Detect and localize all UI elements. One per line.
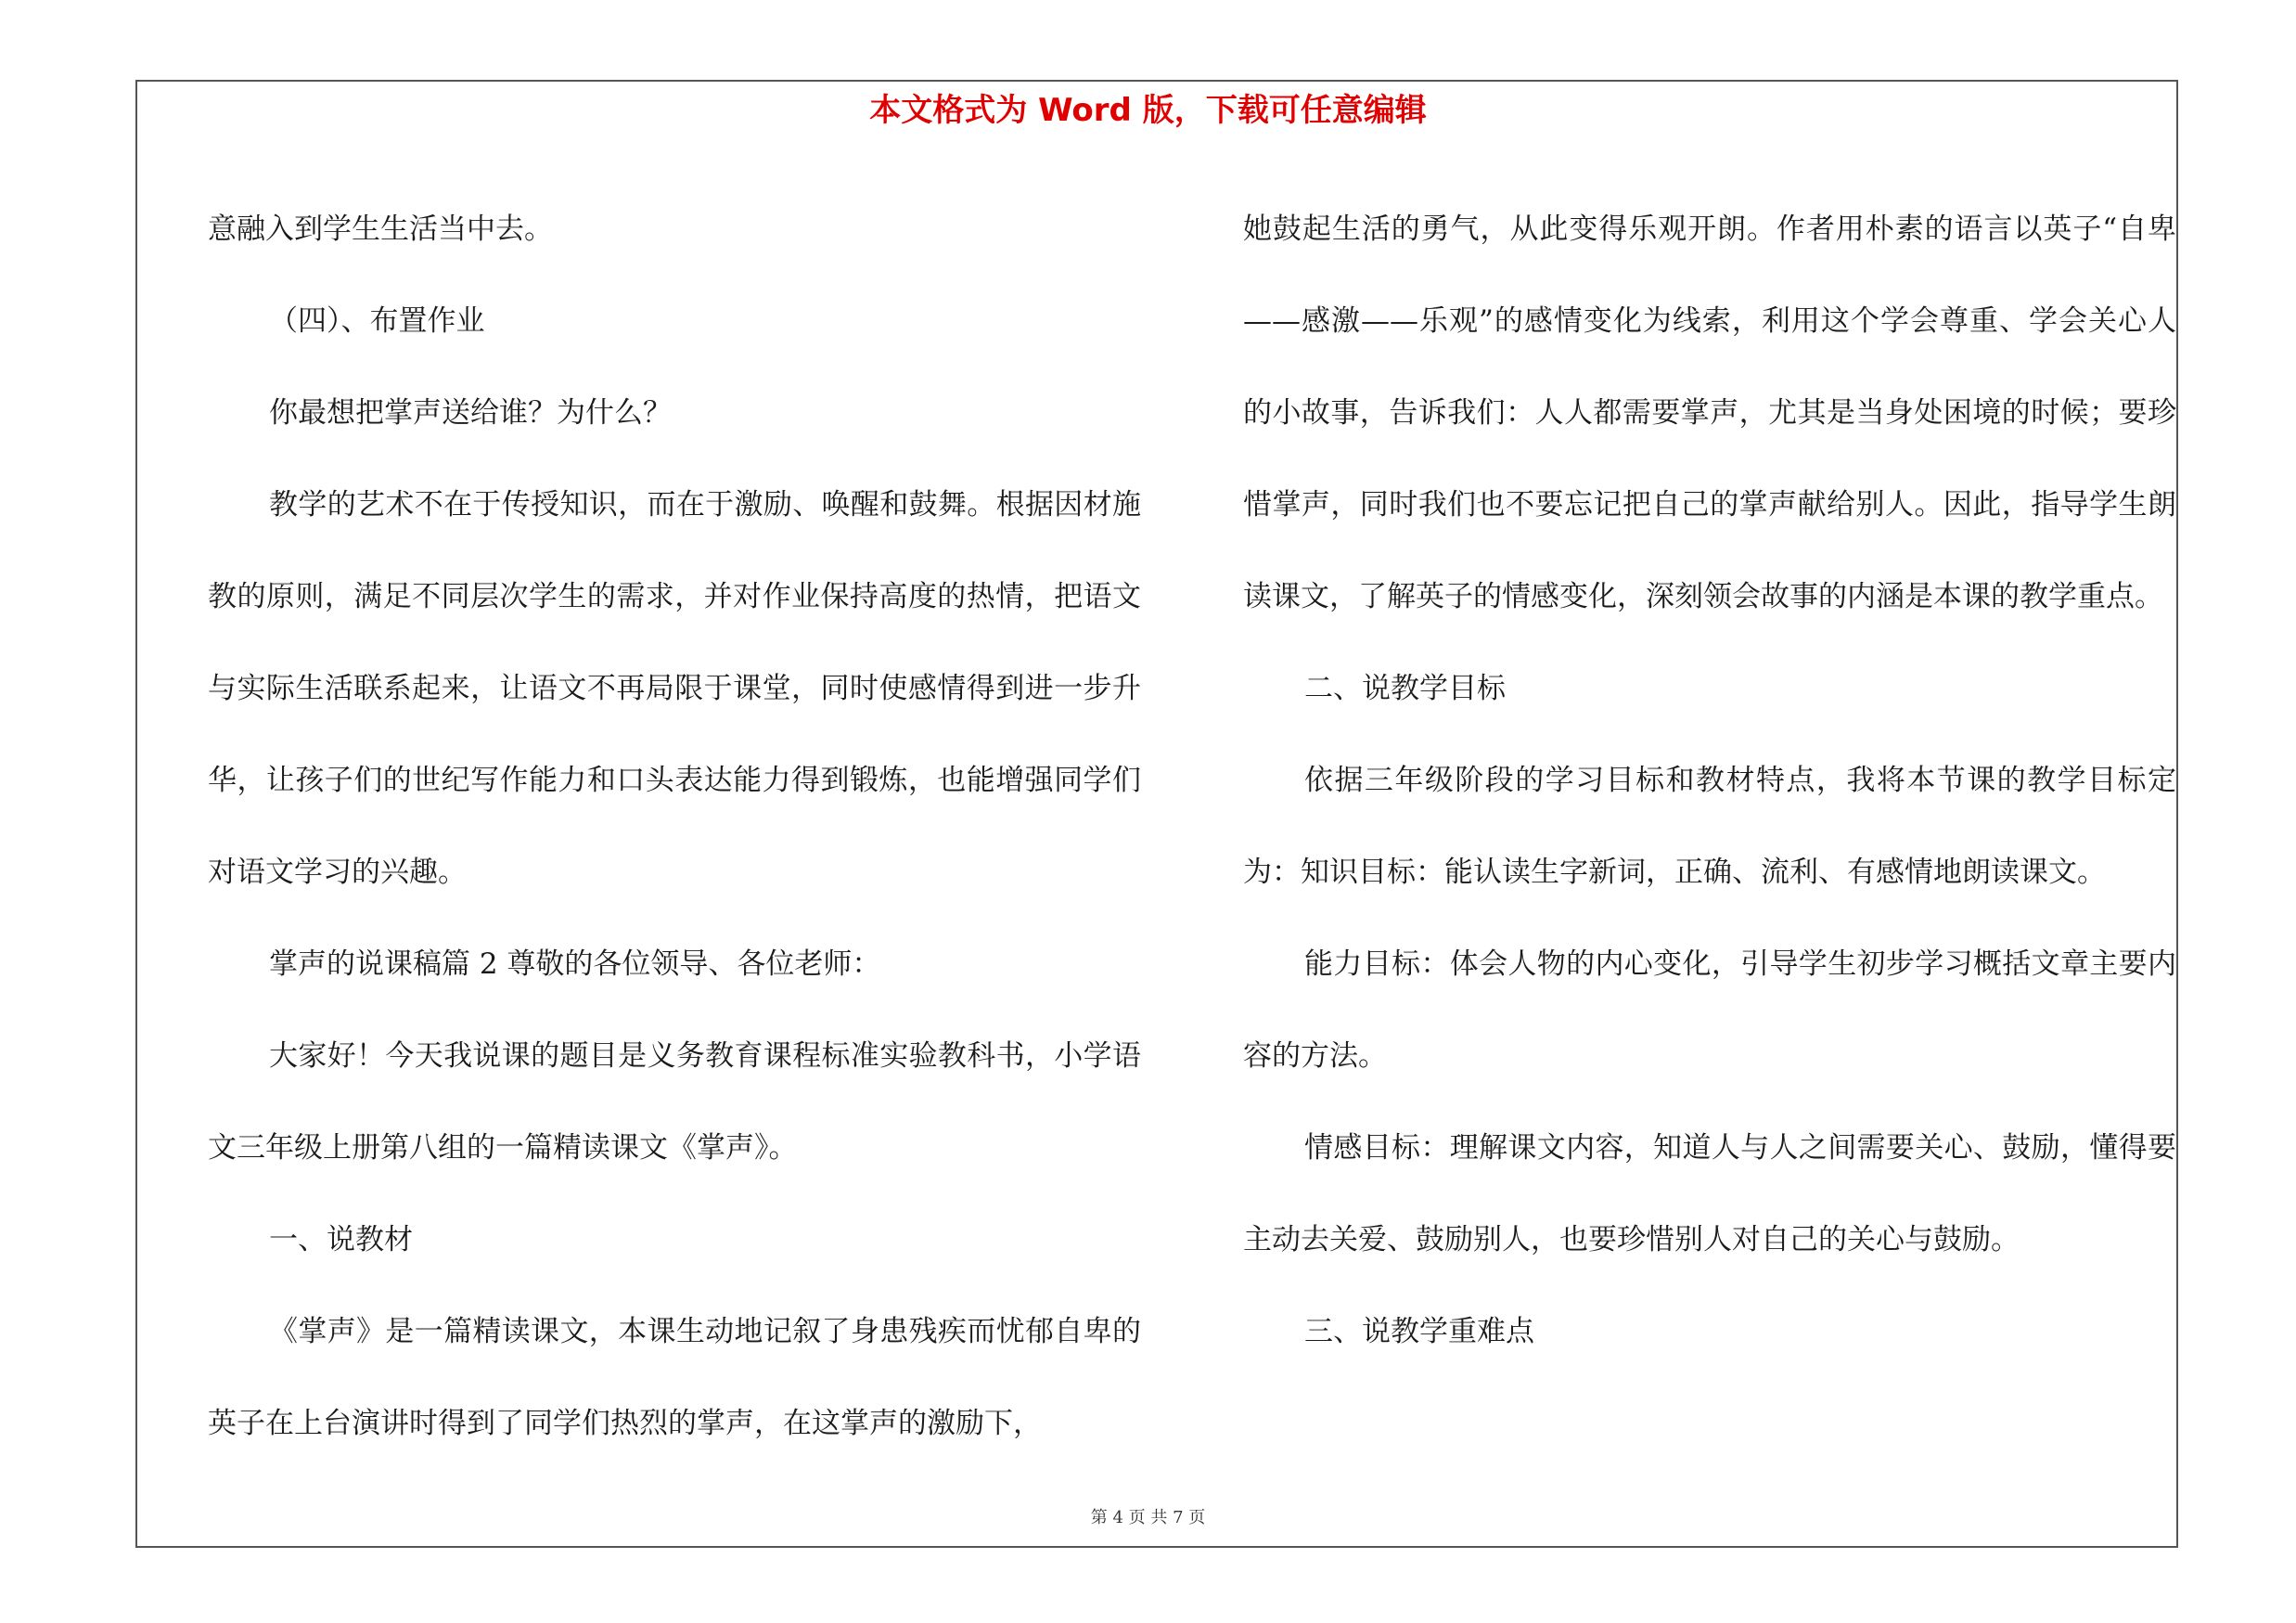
paragraph: 你最想把掌声送给谁？为什么？ <box>269 396 672 430</box>
paragraph: 教学的艺术不在于传授知识，而在于激励、唤醒和鼓舞。根据因材施教的原则，满足不同层次学生的需求，并对作业保持高度的热情，把语文与实际生活联系起来，让语文不再局限于课堂，同时使感情得到进一步升华，让孩子们的世纪写作能力和口头表达能力得到锻炼，也能增强同学们对语文学习的兴趣。 <box>208 488 1141 889</box>
paragraph: 依据三年级阶段的学习目标和教材特点，我将本节课的教学目标定为：知识目标：能认读生字新词，正确、流利、有感情地朗读课文。 <box>1243 764 2176 889</box>
paragraph: 情感目标：理解课文内容，知道人与人之间需要关心、鼓励，懂得要主动去关爱、鼓励别人，也要珍惜别人对自己的关心与鼓励。 <box>1243 1131 2176 1256</box>
left-column <box>208 184 1141 1470</box>
section-heading-key-points: 三、说教学重难点 <box>1304 1315 1534 1348</box>
section-heading-objectives: 二、说教学目标 <box>1304 672 1506 705</box>
paragraph: 意融入到学生生活当中去。 <box>208 213 553 246</box>
paragraph: 能力目标：体会人物的内心变化，引导学生初步学习概括文章主要内容的方法。 <box>1243 947 2176 1073</box>
paragraph: 她鼓起生活的勇气，从此变得乐观开朗。作者用朴素的语言以英子“自卑——感激——乐观”的感情变化为线索，利用这个学会尊重、学会关心人的小故事，告诉我们：人人都需要掌声，尤其是当身处困境的时候；要珍惜掌声，同时我们也不要忘记把自己的掌声献给别人。因此，指导学生朗读课文，了解英子的情感变化，深刻领会故事的内涵是本课的教学重点。 <box>1243 213 2176 613</box>
paragraph: 掌声的说课稿篇 2 尊敬的各位领导、各位老师： <box>269 947 881 981</box>
page-number-footer: 第 4 页 共 7 页 <box>1090 1508 1206 1527</box>
paragraph: 《掌声》是一篇精读课文，本课生动地记叙了身患残疾而忧郁自卑的英子在上台演讲时得到了同学们热烈的掌声，在这掌声的激励下， <box>208 1315 1141 1440</box>
section-heading-homework: （四）、布置作业 <box>269 304 485 338</box>
word-format-banner: 本文格式为 Word 版，下载可任意编辑 <box>869 92 1427 129</box>
right-column <box>1243 184 2176 1378</box>
section-heading-textbook: 一、说教材 <box>269 1223 413 1256</box>
paragraph: 大家好！今天我说课的题目是义务教育课程标准实验教科书，小学语文三年级上册第八组的一篇精读课文《掌声》。 <box>208 1039 1141 1165</box>
